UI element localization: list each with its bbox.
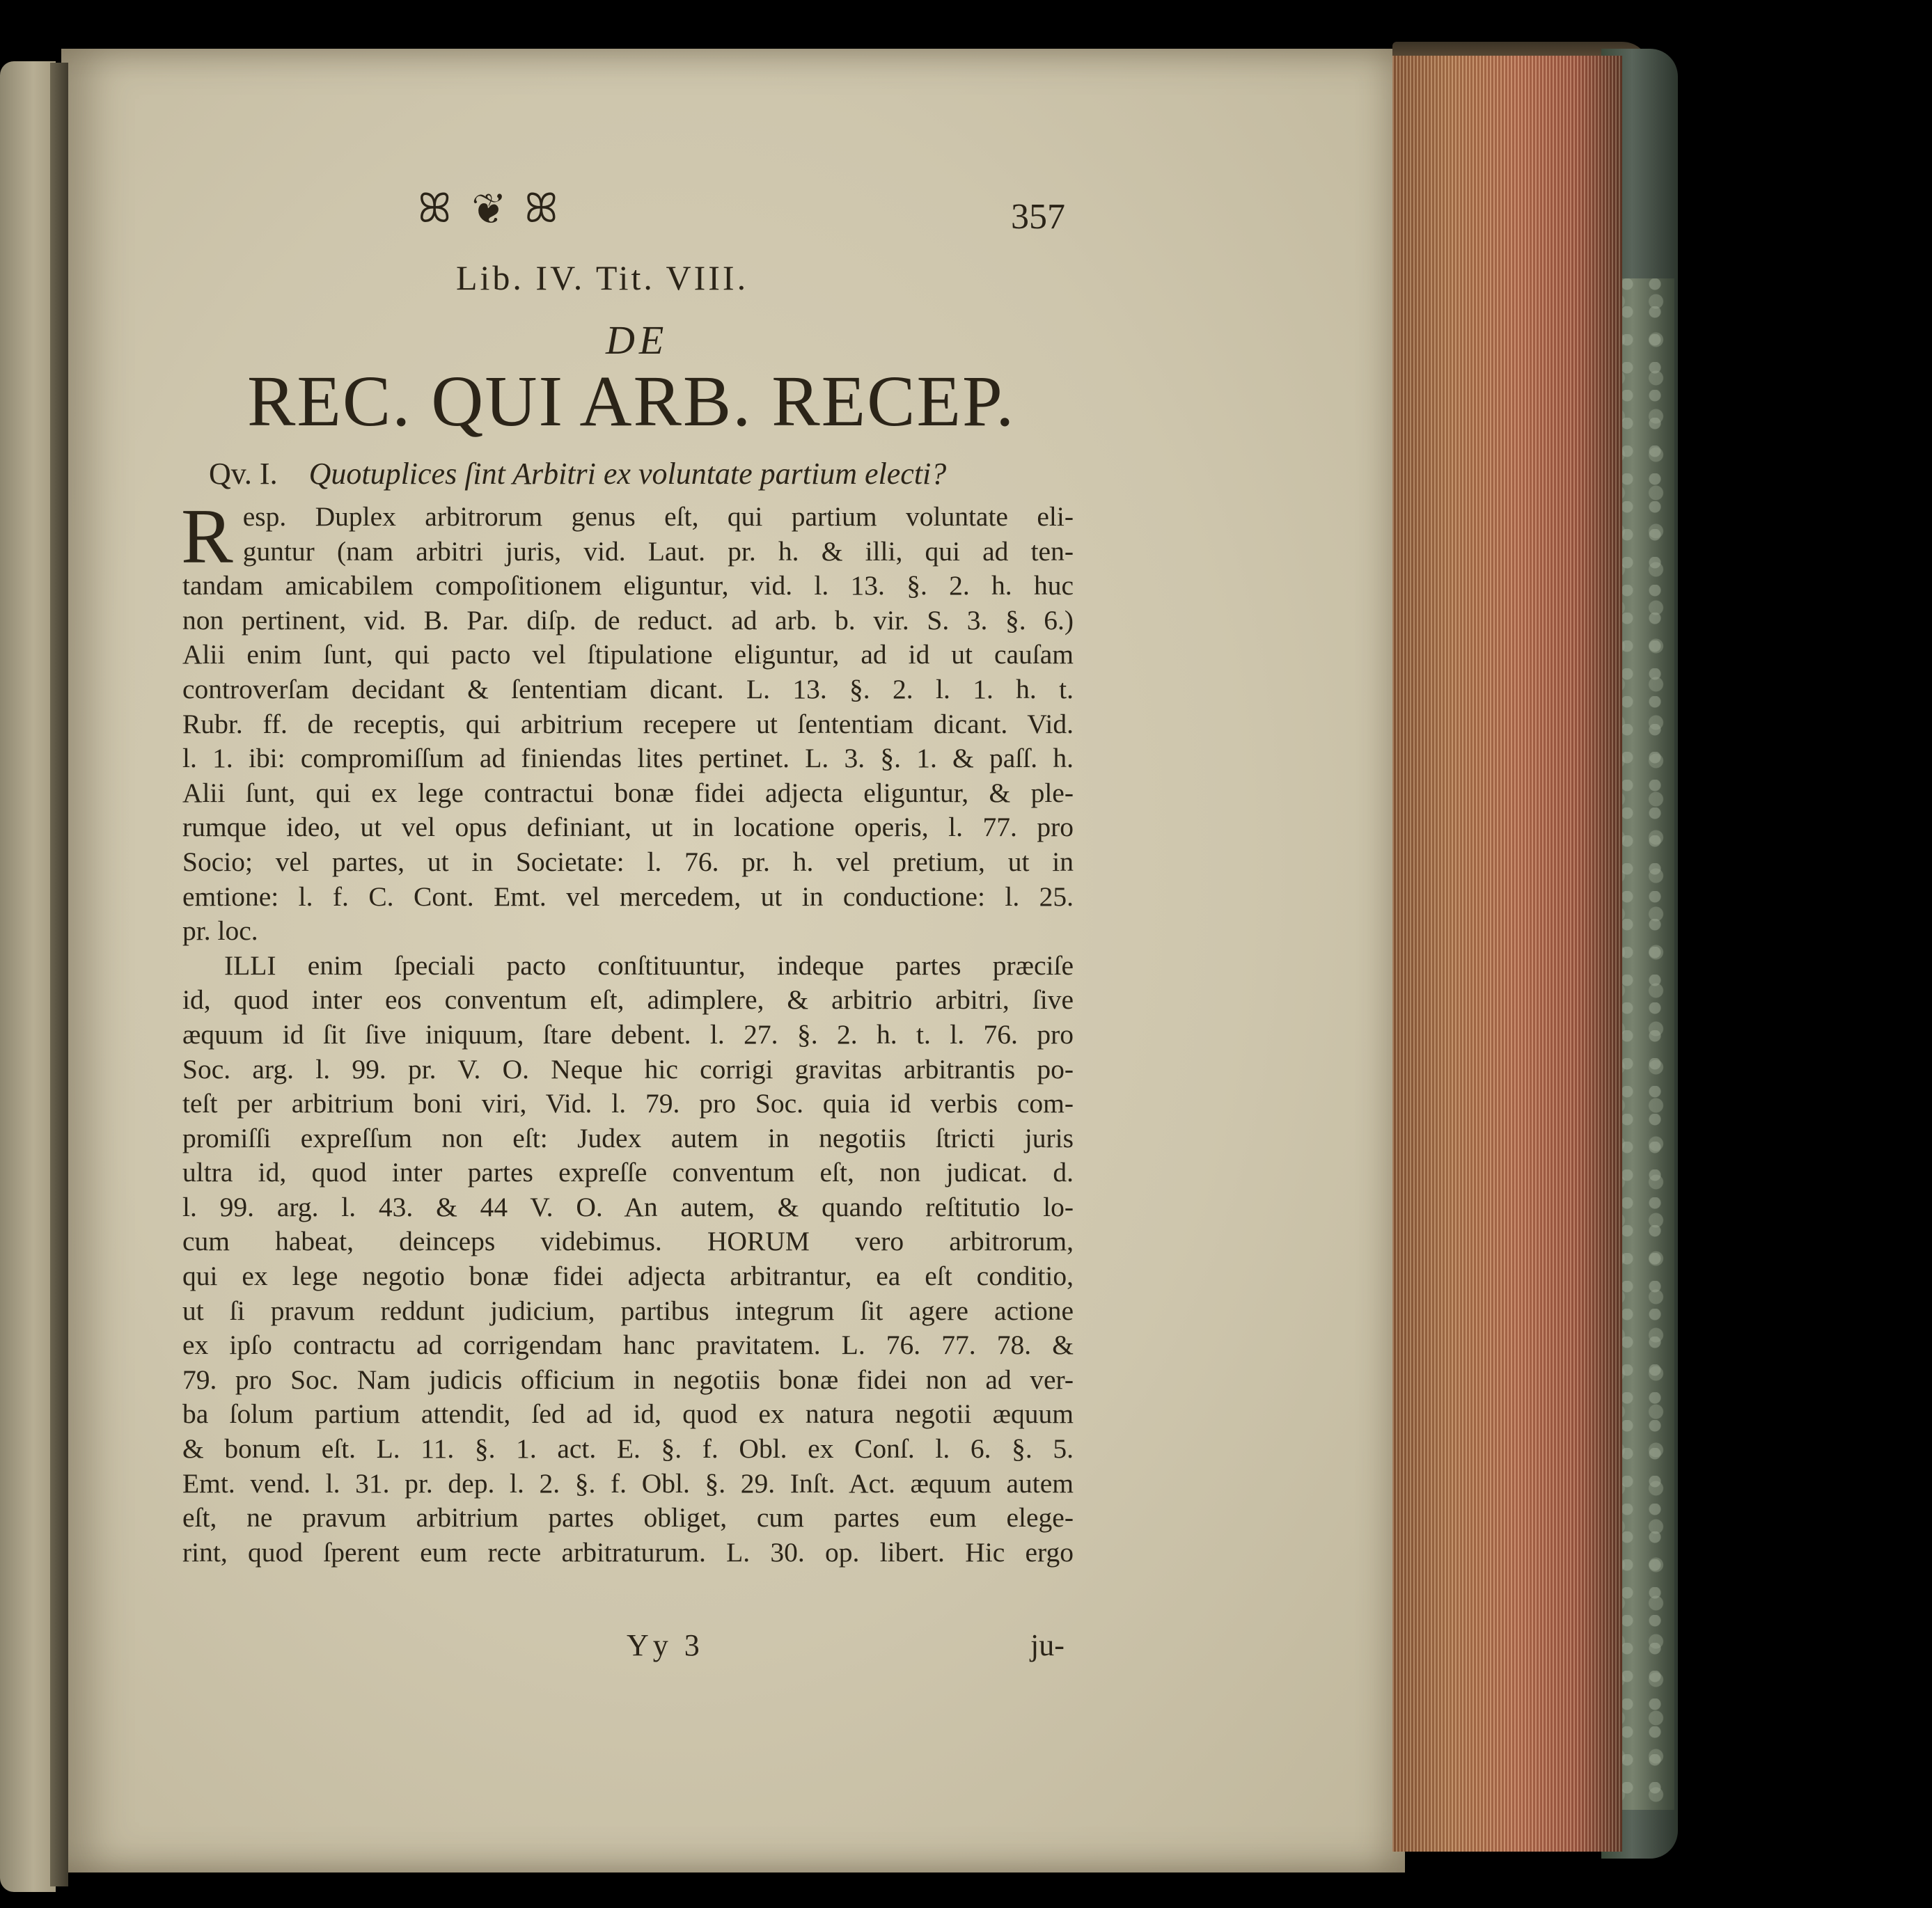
text-line: & bonum eſt. L. 11. §. 1. act. E. §. f. Obl. ex Conſ. l. 6. §. 5. [182,1433,1074,1465]
text-line: guntur (nam arbitri juris, vid. Laut. pr. h. & illi, qui ad ten- [242,535,1074,567]
text-line: Rubr. ff. de receptis, qui arbitrium recepere ut ſententiam dicant. Vid. [182,708,1074,739]
text-line: 79. pro Soc. Nam judicis officium in negotiis bonæ fidei non ad ver- [182,1364,1074,1395]
text-line: ILLI enim ſpeciali pacto conſtituuntur, indeque partes præciſe [224,949,1074,981]
text-line: ultra id, quod inter partes expreſſe conventum eſt, non judicat. d. [182,1157,1074,1188]
page-number: 357 [1011,197,1065,237]
header-ornament: ꕤ ❦ ꕤ [418,184,563,232]
text-line: Soc. arg. l. 99. pr. V. O. Neque hic corrigi gravitas arbitrantis po- [182,1053,1074,1085]
question-label: Qv. I. [209,457,278,491]
text-line: promiſſi expreſſum non eſt: Judex autem in negotiis ſtricti juris [182,1122,1074,1153]
catchword: ju- [1030,1628,1065,1662]
question-heading [209,456,946,491]
text-line: Alii enim ſunt, qui pacto vel ſtipulatione eliguntur, ad id ut cauſam [182,639,1074,670]
text-line: qui ex lege negotio bonæ fidei adjecta arbitrantur, ea eſt conditio, [182,1261,1074,1292]
text-line: non pertinent, vid. B. Par. diſp. de reduct. ad arb. b. vir. S. 3. §. 6.) [182,604,1074,636]
text-line: ba ſolum partium attendit, ſed ad id, quod ex natura negotii æquum [182,1398,1074,1430]
page-title: REC. QUI ARB. RECEP. [247,361,1016,441]
body-text [181,494,1074,1570]
text-line: ex ipſo contractu ad corrigendam hanc pravitatem. L. 76. 77. 78. & [182,1330,1074,1361]
text-line: tandam amicabilem compoſitionem eliguntur, vid. l. 13. §. 2. h. huc [182,570,1074,601]
text-line: eſt, ne pravum arbitrium partes obliget, cum partes eum elege- [182,1502,1074,1534]
book-gutter [50,63,68,1886]
text-line: Socio; vel partes, ut in Societate: l. 76. pr. h. vel pretium, ut in [182,846,1074,877]
text-line: controverſam decidant & ſententiam dicant. L. 13. §. 2. l. 1. h. t. [182,673,1074,704]
text-line: emtione: l. f. C. Cont. Emt. vel mercedem, ut in conductione: l. 25. [182,881,1074,912]
text-line: l. 1. ibi: compromiſſum ad finiendas lites pertinet. L. 3. §. 1. & paſſ. h. [182,743,1074,774]
text-line: id, quod inter eos conventum eſt, adimplere, & arbitrio arbitri, ſive [182,984,1074,1016]
text-line: teſt per arbitrium boni viri, Vid. l. 79. pro Soc. quia id verbis com- [182,1088,1074,1119]
text-line: Emt. vend. l. 31. pr. dep. l. 2. §. f. Obl. §. 29. Inſt. Act. æquum autem [182,1467,1074,1499]
signature-mark: Yy 3 [627,1628,704,1662]
text-line: æquum id ſit ſive iniquum, ſtare debent. l. 27. §. 2. h. t. l. 76. pro [182,1018,1074,1050]
text-line: rint, quod ſperent eum recte arbitraturum. L. 30. op. libert. Hic ergo [182,1536,1074,1568]
text-line: rumque ideo, ut vel opus definiant, ut in locatione operis, l. 77. pro [182,812,1074,843]
body-lines [181,494,1074,1570]
question-text: Quotuplices ſint Arbitri ex voluntate partium electi? [308,457,947,491]
running-title: Lib. IV. Tit. VIII. [456,258,749,297]
text-line: ut ſi pravum reddunt judicium, partibus integrum ſit agere actione [182,1295,1074,1326]
page-block-edges [1392,56,1622,1852]
drop-cap: R [181,494,233,580]
title-de: DE [606,317,668,363]
text-line: cum habeat, deinceps videbimus. HORUM vero arbitrorum, [182,1226,1074,1257]
text-line: pr. loc. [182,915,258,947]
facing-page-edge [0,61,56,1892]
text-line: l. 99. arg. l. 43. & 44 V. O. An autem, & quando reſtitutio lo- [182,1191,1074,1222]
text-line: Alii ſunt, qui ex lege contractui bonæ fidei adjecta eliguntur, & ple- [182,777,1074,808]
text-line: esp. Duplex arbitrorum genus eſt, qui partium voluntate eli- [242,501,1074,532]
